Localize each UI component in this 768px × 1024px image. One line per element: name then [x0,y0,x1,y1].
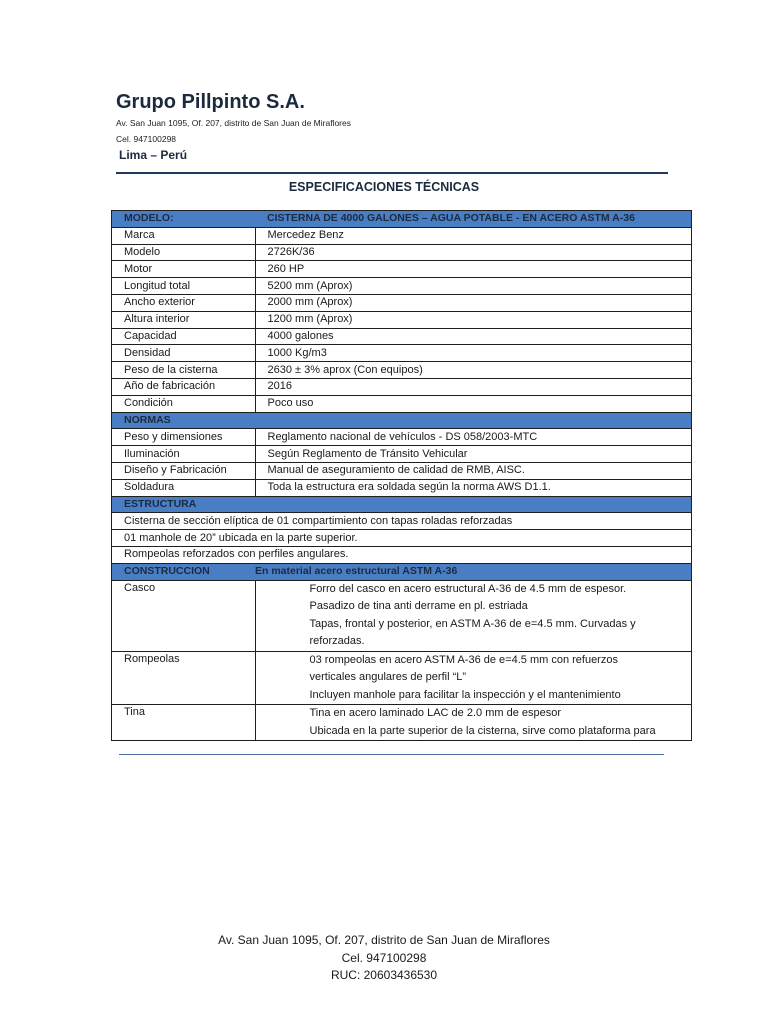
construccion-key: Casco [112,580,256,651]
table-row [112,580,692,651]
norma-key: Diseño y Fabricación [112,462,256,479]
model-value: CISTERNA DE 4000 GALONES – AGUA POTABLE - EN ACERO ASTM A-36 [255,211,692,228]
spec-table [111,210,692,741]
estructura-line: 01 manhole de 20” ubicada en la parte superior. [112,530,692,547]
table-row [112,513,692,530]
table-row [112,429,692,446]
header-divider [116,172,668,174]
spec-value: 2000 mm (Aprox) [255,294,692,311]
detail-line: Tina en acero laminado LAC de 2.0 mm de espesor [309,707,562,720]
spec-key: Ancho exterior [112,294,256,311]
document-title: ESPECIFICACIONES TÉCNICAS [288,180,480,194]
spec-value: 2630 ± 3% aprox (Con equipos) [255,362,692,379]
table-row [112,546,692,563]
footer-address: Av. San Juan 1095, Of. 207, distrito de San Juan de Miraflores [218,933,550,947]
table-row [112,328,692,345]
detail-line: Incluyen manhole para facilitar la inspección y el mantenimiento [309,688,621,701]
construccion-detail [255,580,692,651]
spec-value: 2016 [255,378,692,395]
normas-label: NORMAS [112,412,692,429]
norma-value: Toda la estructura era soldada según la norma AWS D1.1. [255,479,692,496]
norma-value: Manual de aseguramiento de calidad de RMB, AISC. [255,462,692,479]
spec-key: Motor [112,261,256,278]
construccion-key: Rompeolas [112,651,256,705]
spec-value: 4000 galones [255,328,692,345]
header-phone: Cel. 947100298 [116,134,177,144]
table-row [112,378,692,395]
detail-line: Pasadizo de tina anti derrame en pl. estriada [309,600,528,613]
table-row [112,395,692,412]
spec-key: Capacidad [112,328,256,345]
construccion-label: CONSTRUCCION [112,563,256,580]
footer [0,932,768,985]
table-row [112,479,692,496]
detail-line: Forro del casco en acero estructural A-36 de 4.5 mm de espesor. [309,582,627,595]
spec-key: Peso de la cisterna [112,362,256,379]
table-row [112,651,692,705]
spec-value: 260 HP [255,261,692,278]
spec-value: 2726K/36 [255,244,692,261]
footer-ruc: RUC: 20603436530 [330,968,438,982]
spec-key: Marca [112,227,256,244]
table-row [112,345,692,362]
detail-line: verticales angulares de perfil “L” [309,671,467,684]
spec-value: Mercedez Benz [255,227,692,244]
header-address: Av. San Juan 1095, Of. 207, distrito de San Juan de Miraflores [116,118,351,128]
construccion-detail [255,705,692,741]
detail-line: 03 rompeolas en acero ASTM A-36 de e=4.5 mm con refuerzos [309,653,618,666]
header-city: Lima – Perú [119,148,188,162]
model-row [112,211,692,228]
detail-line: reforzadas. [309,635,365,648]
spec-value: 5200 mm (Aprox) [255,278,692,295]
table-row [112,462,692,479]
norma-key: Iluminación [112,446,256,463]
norma-key: Soldadura [112,479,256,496]
spec-value: 1000 Kg/m3 [255,345,692,362]
table-row [112,530,692,547]
table-row [112,244,692,261]
table-row [112,227,692,244]
construccion-value: En material acero estructural ASTM A-36 [255,563,692,580]
table-row [112,294,692,311]
spec-key: Modelo [112,244,256,261]
estructura-header [112,496,692,513]
company-name: Grupo Pillpinto S.A. [116,91,305,113]
construccion-header [112,563,692,580]
model-label: MODELO: [112,211,256,228]
construccion-detail [255,651,692,705]
spec-value: Poco uso [255,395,692,412]
table-row [112,705,692,741]
spec-key: Condición [112,395,256,412]
table-row [112,261,692,278]
estructura-line: Cisterna de sección elíptica de 01 compartimiento con tapas roladas reforzadas [112,513,692,530]
estructura-line: Rompeolas reforzados con perfiles angulares. [112,546,692,563]
table-row [112,446,692,463]
table-row [112,278,692,295]
spec-key: Altura interior [112,311,256,328]
spec-value: 1200 mm (Aprox) [255,311,692,328]
footer-phone: Cel. 947100298 [341,950,427,965]
detail-line: Ubicada en la parte superior de la cisterna, sirve como plataforma para [309,724,656,737]
normas-header [112,412,692,429]
footer-divider [119,754,664,755]
norma-value: Según Reglamento de Tránsito Vehicular [255,446,692,463]
table-row [112,362,692,379]
detail-line: Tapas, frontal y posterior, en ASTM A-36 de e=4.5 mm. Curvadas y [309,617,636,630]
norma-key: Peso y dimensiones [112,429,256,446]
table-row [112,311,692,328]
spec-key: Longitud total [112,278,256,295]
norma-value: Reglamento nacional de vehículos - DS 058/2003-MTC [255,429,692,446]
construccion-key: Tina [112,705,256,741]
spec-key: Año de fabricación [112,378,256,395]
spec-key: Densidad [112,345,256,362]
estructura-label: ESTRUCTURA [112,496,692,513]
